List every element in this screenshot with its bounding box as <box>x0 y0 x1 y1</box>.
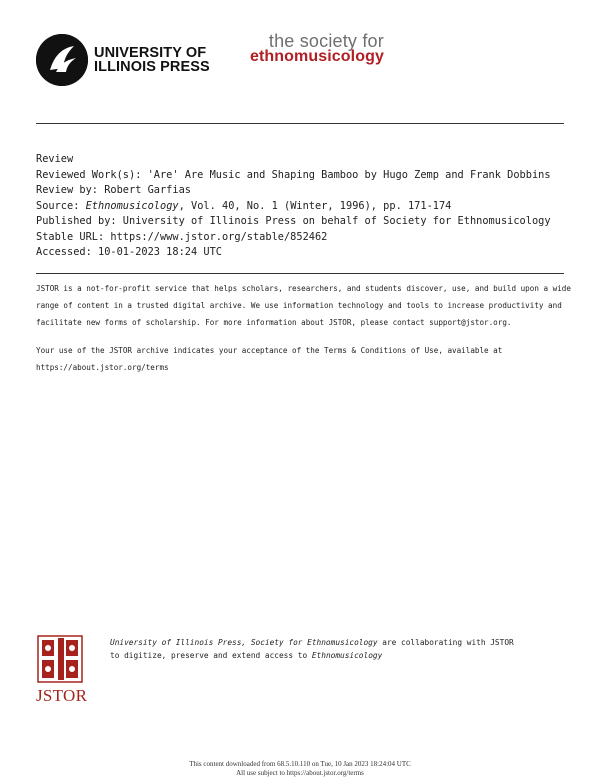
terms-link[interactable]: https://about.jstor.org/terms <box>36 363 169 372</box>
citation-source <box>36 199 551 215</box>
publisher-line-2: ILLINOIS PRESS <box>94 59 210 75</box>
society-line-2: ethnomusicology <box>250 48 384 65</box>
jstor-notice-paragraph-1 <box>36 280 571 331</box>
notice-line: JSTOR is a not-for-profit service that helps scholars, researchers, and students discover, use, and build upon a wide <box>36 284 571 293</box>
notice-line: range of content in a trusted digital archive. We use information technology and tools to increase productivity and <box>36 301 562 310</box>
citation-type: Review <box>36 153 74 165</box>
citation-stable-url[interactable]: Stable URL: https://www.jstor.org/stable/852462 <box>36 230 328 243</box>
citation-review-by: Review by: Robert Garfias <box>36 184 191 196</box>
jstor-wordmark: JSTOR <box>36 686 88 705</box>
source-journal: Ethnomusicology <box>85 199 179 212</box>
society-wordmark <box>250 33 384 65</box>
collab-text: to digitize, preserve and extend access to <box>110 651 312 660</box>
citation-accessed: Accessed: 10-01-2023 18:24 UTC <box>36 246 222 258</box>
source-prefix: Source: <box>36 199 86 212</box>
jstor-notice-paragraph-2 <box>36 342 564 376</box>
footer-line-1: This content downloaded from 68.5.10.110 on Tue, 10 Jan 2023 18:24:04 UTC <box>189 760 411 768</box>
citation-divider <box>36 273 564 274</box>
collab-text: are collaborating with JSTOR <box>377 638 514 647</box>
collab-line-2 <box>110 649 514 662</box>
citation-published-by: Published by: University of Illinois Press on behalf of Society for Ethnomusicology <box>36 215 551 227</box>
collaboration-statement <box>110 636 514 662</box>
collab-journal: Ethnomusicology <box>311 651 383 660</box>
citation-reviewed-works: Reviewed Work(s): 'Are' Are Music and Shaping Bamboo by Hugo Zemp and Frank Dobbins <box>36 168 551 181</box>
collab-line-1 <box>110 636 514 649</box>
notice-line: Your use of the JSTOR archive indicates your acceptance of the Terms & Conditions of Use, available at <box>36 346 503 355</box>
university-of-illinois-press-logo-icon <box>36 34 88 86</box>
download-footer <box>0 760 600 778</box>
citation-block <box>36 152 551 261</box>
jstor-logo-icon <box>36 634 84 688</box>
source-suffix: , Vol. 40, No. 1 (Winter, 1996), pp. 171-174 <box>178 199 452 212</box>
society-line-1: the society for <box>268 31 384 51</box>
footer-line-2: All use subject to https://about.jstor.org/terms <box>236 769 364 777</box>
publisher-wordmark <box>94 46 210 74</box>
header-divider <box>36 123 564 124</box>
collab-partners: University of Illinois Press, Society for Ethnomusicology <box>110 638 378 647</box>
notice-line: facilitate new forms of scholarship. For more information about JSTOR, please contact support@jstor.org. <box>36 318 512 327</box>
publisher-line-1: UNIVERSITY OF <box>94 45 207 61</box>
